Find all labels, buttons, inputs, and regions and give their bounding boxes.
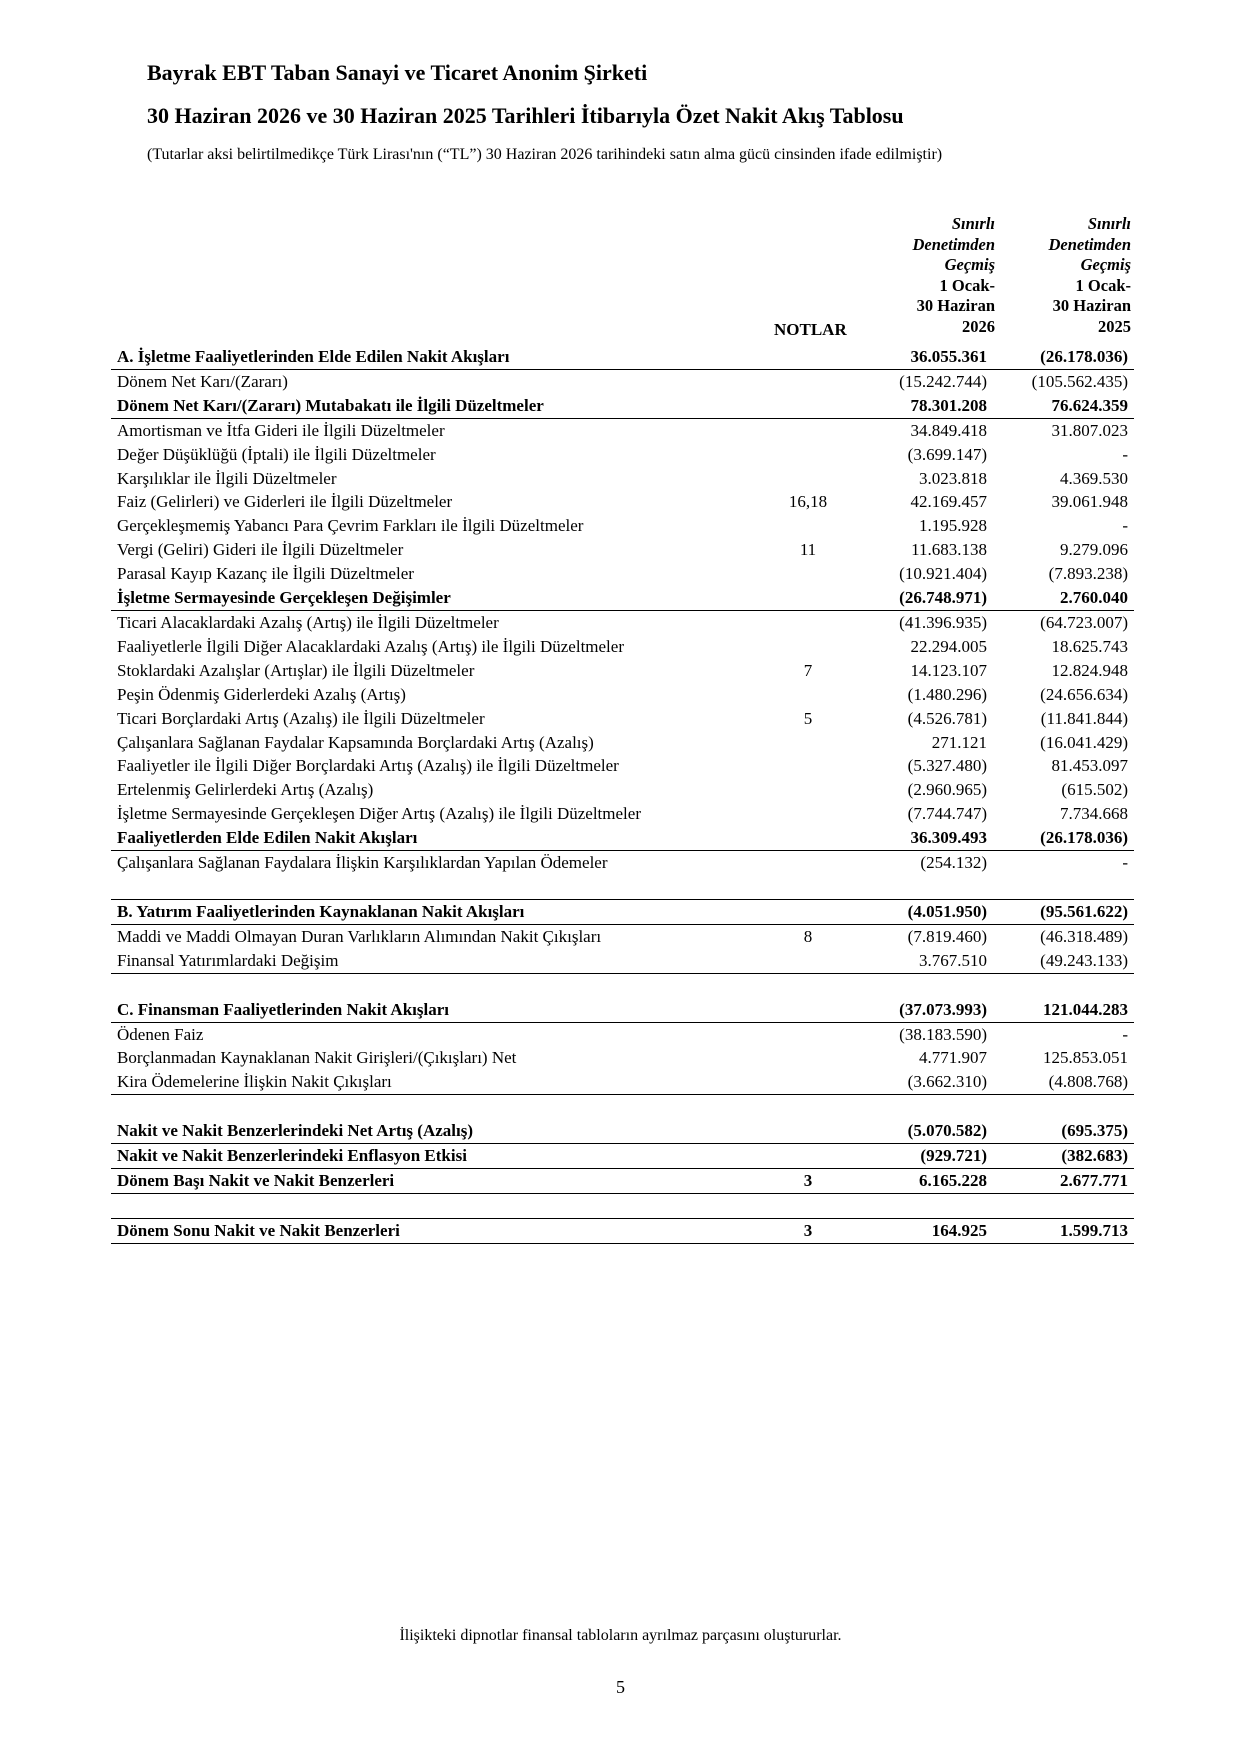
footer-note: İlişikteki dipnotlar finansal tabloların ayrılmaz parçasını oluştururlar.	[399, 1627, 842, 1644]
row-label	[111, 1095, 763, 1120]
row-note: 3	[763, 1219, 853, 1244]
row-label: Parasal Kayıp Kazanç ile İlgili Düzeltmeler	[117, 564, 414, 584]
table-row	[111, 875, 1134, 900]
table-row	[111, 394, 1134, 418]
row-note	[763, 998, 853, 1022]
row-label: B. Yatırım Faaliyetlerinden Kaynaklanan Nakit Akışları	[111, 899, 763, 924]
table-row	[111, 1070, 1134, 1094]
row-value-2026: 1.195.928	[919, 516, 987, 536]
row-value-2025: (695.375)	[993, 1119, 1134, 1143]
row-note: 7	[803, 660, 813, 680]
column-header-line: Denetimden	[912, 234, 995, 254]
row-value-2025: (64.723.007)	[1040, 612, 1128, 632]
column-header-line: Sınırlı	[1087, 214, 1131, 233]
row-value-2026: (3.662.310)	[853, 1070, 993, 1094]
row-value-2025: 9.279.096	[1060, 540, 1128, 560]
row-label: Finansal Yatırımlardaki Değişim	[111, 949, 763, 973]
table-row	[111, 635, 1134, 659]
row-note	[763, 778, 853, 802]
row-value-2026: 34.849.418	[910, 420, 987, 440]
row-label: C. Finansman Faaliyetlerinden Nakit Akışları	[111, 998, 763, 1022]
column-header-line: Denetimden	[1048, 234, 1131, 254]
table-row	[111, 924, 1134, 948]
row-value-2026: (38.183.590)	[899, 1024, 987, 1044]
table-row	[111, 802, 1134, 826]
row-value-2025: 125.853.051	[1043, 1048, 1128, 1068]
row-value-2026: (1.480.296)	[907, 684, 987, 704]
row-value-2026: 22.294.005	[910, 636, 987, 656]
column-header-line: 1 Ocak-	[939, 275, 995, 295]
column-header-line: Geçmiş	[944, 255, 995, 274]
row-value-2026: 14.123.107	[910, 660, 987, 680]
row-note: 16,18	[788, 492, 828, 512]
row-value-2025: -	[1122, 516, 1128, 536]
row-label: Dönem Sonu Nakit ve Nakit Benzerleri	[111, 1219, 763, 1244]
table-row	[111, 562, 1134, 586]
row-value-2026: 42.169.457	[910, 492, 987, 512]
row-label	[111, 875, 763, 900]
row-label: Dönem Net Karı/(Zararı)	[117, 371, 288, 391]
row-value-2026: (15.242.744)	[899, 371, 987, 391]
row-label: Gerçekleşmemiş Yabancı Para Çevrim Farkları ile İlgili Düzeltmeler	[117, 516, 584, 536]
table-row	[111, 1119, 1134, 1143]
row-value-2025: -	[1122, 853, 1128, 873]
row-value-2026: (4.051.950)	[853, 899, 993, 924]
table-row	[111, 826, 1134, 850]
page-title: 30 Haziran 2026 ve 30 Haziran 2025 Tarihleri İtibarıyla Özet Nakit Akış Tablosu	[147, 103, 904, 128]
row-note	[763, 1070, 853, 1094]
row-label: İşletme Sermayesinde Gerçekleşen Diğer Artış (Azalış) ile İlgili Düzeltmeler	[117, 804, 641, 824]
row-label: Vergi (Geliri) Gideri ile İlgili Düzeltmeler	[117, 540, 404, 560]
row-value-2025: (26.178.036)	[993, 345, 1134, 369]
column-header-2026	[850, 214, 995, 337]
row-value-2025: (26.178.036)	[993, 826, 1134, 850]
table-row	[111, 731, 1134, 755]
row-label: Peşin Ödenmiş Giderlerdeki Azalış (Artış)	[117, 684, 406, 704]
row-value-2026: 164.925	[853, 1219, 993, 1244]
table-row	[111, 1046, 1134, 1070]
row-note	[763, 1144, 853, 1169]
row-note	[763, 562, 853, 586]
row-label	[111, 973, 763, 998]
table-row	[111, 586, 1134, 610]
cash-flow-table	[111, 345, 1134, 1244]
row-label: Çalışanlara Sağlanan Faydalar Kapsamında Borçlardaki Artış (Azalış)	[117, 732, 594, 752]
row-value-2026: 271.121	[931, 732, 987, 752]
row-label: Kira Ödemelerine İlişkin Nakit Çıkışları	[111, 1070, 763, 1094]
row-label: Dönem Net Karı/(Zararı) Mutabakatı ile İlgili Düzeltmeler	[111, 394, 763, 418]
row-note	[763, 1046, 853, 1070]
row-label: Ödenen Faiz	[117, 1024, 204, 1044]
row-value-2025: (16.041.429)	[1040, 732, 1128, 752]
row-value-2025: (11.841.844)	[1040, 708, 1128, 728]
row-note	[763, 514, 853, 538]
row-note	[763, 345, 853, 369]
row-label: Nakit ve Nakit Benzerlerindeki Net Artış (Azalış)	[111, 1119, 763, 1143]
table-row	[111, 418, 1134, 442]
row-value-2025: (7.893.238)	[1048, 564, 1128, 584]
row-value-2026	[853, 875, 993, 900]
row-note	[763, 973, 853, 998]
row-label: Faiz (Gelirleri) ve Giderleri ile İlgili Düzeltmeler	[117, 492, 453, 512]
row-label: Faaliyetler ile İlgili Diğer Borçlardaki Artış (Azalış) ile İlgili Düzeltmeler	[117, 756, 619, 776]
row-value-2026: (26.748.971)	[853, 586, 993, 610]
row-value-2026: (5.070.582)	[853, 1119, 993, 1143]
row-value-2025: (615.502)	[1061, 780, 1128, 800]
row-value-2026	[853, 973, 993, 998]
table-row	[111, 899, 1134, 924]
row-value-2025: 31.807.023	[1051, 420, 1128, 440]
row-note	[763, 875, 853, 900]
row-value-2026: 6.165.228	[853, 1169, 993, 1194]
table-row	[111, 1095, 1134, 1120]
row-value-2025: 12.824.948	[1051, 660, 1128, 680]
row-value-2026	[853, 1194, 993, 1219]
row-note	[763, 754, 853, 778]
row-value-2025: 76.624.359	[993, 394, 1134, 418]
row-value-2026: (254.132)	[920, 853, 987, 873]
row-label: Ertelenmiş Gelirlerdeki Artış (Azalış)	[117, 780, 374, 800]
column-header-line: Sınırlı	[951, 214, 995, 233]
table-row	[111, 1219, 1134, 1244]
row-value-2025: (4.808.768)	[993, 1070, 1134, 1094]
row-value-2025	[993, 1194, 1134, 1219]
row-value-2025	[993, 973, 1134, 998]
row-value-2025: 4.369.530	[1060, 468, 1128, 488]
row-note	[763, 802, 853, 826]
notes-column-header: NOTLAR	[774, 320, 847, 339]
row-label	[111, 1194, 763, 1219]
row-note	[763, 949, 853, 973]
row-value-2026: 3.767.510	[853, 949, 993, 973]
row-note	[763, 586, 853, 610]
row-label: Stoklardaki Azalışlar (Artışlar) ile İlgili Düzeltmeler	[117, 660, 475, 680]
table-row	[111, 345, 1134, 369]
row-label: Değer Düşüklüğü (İptali) ile İlgili Düzeltmeler	[117, 444, 436, 464]
table-row	[111, 490, 1134, 514]
row-note: 8	[803, 926, 813, 946]
row-note	[763, 443, 853, 467]
table-row	[111, 778, 1134, 802]
row-note: 5	[803, 708, 813, 728]
row-note	[763, 1194, 853, 1219]
table-row	[111, 514, 1134, 538]
row-label: İşletme Sermayesinde Gerçekleşen Değişimler	[111, 586, 763, 610]
row-label: Amortisman ve İtfa Gideri ile İlgili Düzeltmeler	[117, 420, 445, 440]
table-row	[111, 998, 1134, 1022]
row-note	[763, 851, 853, 875]
row-label: Maddi ve Maddi Olmayan Duran Varlıkların Alımından Nakit Çıkışları	[117, 926, 602, 946]
row-value-2025: 81.453.097	[1051, 756, 1128, 776]
row-value-2026	[853, 1095, 993, 1120]
row-value-2025: (382.683)	[993, 1144, 1134, 1169]
row-value-2026: (4.526.781)	[907, 708, 987, 728]
row-note	[763, 1095, 853, 1120]
row-note	[763, 683, 853, 707]
row-value-2026: 4.771.907	[919, 1048, 987, 1068]
row-value-2025: (49.243.133)	[993, 949, 1134, 973]
row-value-2025: 18.625.743	[1051, 636, 1128, 656]
row-value-2025: 7.734.668	[1060, 804, 1128, 824]
row-value-2026: (41.396.935)	[899, 612, 987, 632]
row-value-2025: (24.656.634)	[1040, 684, 1128, 704]
table-row	[111, 754, 1134, 778]
column-header-line: 2025	[1098, 316, 1131, 336]
row-note: 3	[763, 1169, 853, 1194]
row-value-2025	[993, 1095, 1134, 1120]
row-label: Nakit ve Nakit Benzerlerindeki Enflasyon Etkisi	[111, 1144, 763, 1169]
row-note: 11	[799, 540, 817, 560]
row-note	[763, 1022, 853, 1046]
row-label: Dönem Başı Nakit ve Nakit Benzerleri	[111, 1169, 763, 1194]
row-label: Ticari Alacaklardaki Azalış (Artış) ile İlgili Düzeltmeler	[117, 612, 499, 632]
column-header-line: 1 Ocak-	[1075, 275, 1131, 295]
table-row	[111, 443, 1134, 467]
column-header-line: Geçmiş	[1080, 255, 1131, 274]
currency-note: (Tutarlar aksi belirtilmedikçe Türk Lirası'nın (“TL”) 30 Haziran 2026 tarihindeki satın alma gücü cinsinden ifade edilmiştir)	[147, 146, 943, 163]
row-note	[763, 467, 853, 491]
row-value-2026: (2.960.965)	[907, 780, 987, 800]
table-row	[111, 538, 1134, 562]
row-label: Faaliyetlerle İlgili Diğer Alacaklardaki Azalış (Artış) ile İlgili Düzeltmeler	[117, 636, 624, 656]
row-value-2025	[993, 875, 1134, 900]
row-value-2025: 1.599.713	[993, 1219, 1134, 1244]
table-row	[111, 659, 1134, 683]
row-value-2025: -	[1122, 444, 1128, 464]
row-value-2026: (7.819.460)	[907, 926, 987, 946]
cash-flow-table-body	[111, 345, 1134, 1243]
row-note	[763, 610, 853, 634]
row-note	[763, 418, 853, 442]
row-value-2025: (105.562.435)	[1031, 371, 1128, 391]
table-row	[111, 467, 1134, 491]
row-value-2025: 121.044.283	[993, 998, 1134, 1022]
row-note	[763, 731, 853, 755]
column-header-2025	[990, 214, 1131, 337]
row-value-2025: (46.318.489)	[1040, 926, 1128, 946]
row-value-2026: (10.921.404)	[899, 564, 987, 584]
column-header-line: 30 Haziran	[1052, 296, 1131, 315]
page-number: 5	[616, 1677, 625, 1697]
row-label: Çalışanlara Sağlanan Faydalara İlişkin Karşılıklardan Yapılan Ödemeler	[117, 853, 608, 873]
row-value-2026: 78.301.208	[853, 394, 993, 418]
row-note	[763, 826, 853, 850]
row-value-2025: (95.561.622)	[993, 899, 1134, 924]
row-note	[763, 369, 853, 393]
row-value-2026: (37.073.993)	[853, 998, 993, 1022]
row-value-2026: (3.699.147)	[907, 444, 987, 464]
row-value-2026: (5.327.480)	[907, 756, 987, 776]
row-value-2026: (929.721)	[853, 1144, 993, 1169]
table-row	[111, 1169, 1134, 1194]
table-row	[111, 1144, 1134, 1169]
row-label: A. İşletme Faaliyetlerinden Elde Edilen Nakit Akışları	[111, 345, 763, 369]
company-name: Bayrak EBT Taban Sanayi ve Ticaret Anonim Şirketi	[147, 60, 648, 85]
table-row	[111, 369, 1134, 393]
row-note	[763, 394, 853, 418]
row-label: Ticari Borçlardaki Artış (Azalış) ile İlgili Düzeltmeler	[117, 708, 485, 728]
row-value-2025: -	[1122, 1024, 1128, 1044]
row-value-2025: 39.061.948	[1051, 492, 1128, 512]
row-value-2025: 2.677.771	[993, 1169, 1134, 1194]
table-row	[111, 707, 1134, 731]
row-label: Borçlanmadan Kaynaklanan Nakit Girişleri/(Çıkışları) Net	[117, 1048, 517, 1068]
table-row	[111, 683, 1134, 707]
table-row	[111, 851, 1134, 875]
row-label: Karşılıklar ile İlgili Düzeltmeler	[117, 468, 337, 488]
row-note	[763, 899, 853, 924]
row-note	[763, 1119, 853, 1143]
row-value-2026: (7.744.747)	[907, 804, 987, 824]
column-header-line: 2026	[962, 316, 995, 336]
row-value-2025: 2.760.040	[993, 586, 1134, 610]
table-row	[111, 949, 1134, 973]
row-label: Faaliyetlerden Elde Edilen Nakit Akışları	[111, 826, 763, 850]
table-row	[111, 610, 1134, 634]
table-row	[111, 973, 1134, 998]
row-value-2026: 3.023.818	[919, 468, 987, 488]
table-row	[111, 1194, 1134, 1219]
row-value-2026: 36.055.361	[853, 345, 993, 369]
row-value-2026: 11.683.138	[911, 540, 987, 560]
column-header-line: 30 Haziran	[916, 296, 995, 315]
table-row	[111, 1022, 1134, 1046]
row-note	[763, 635, 853, 659]
row-value-2026: 36.309.493	[853, 826, 993, 850]
